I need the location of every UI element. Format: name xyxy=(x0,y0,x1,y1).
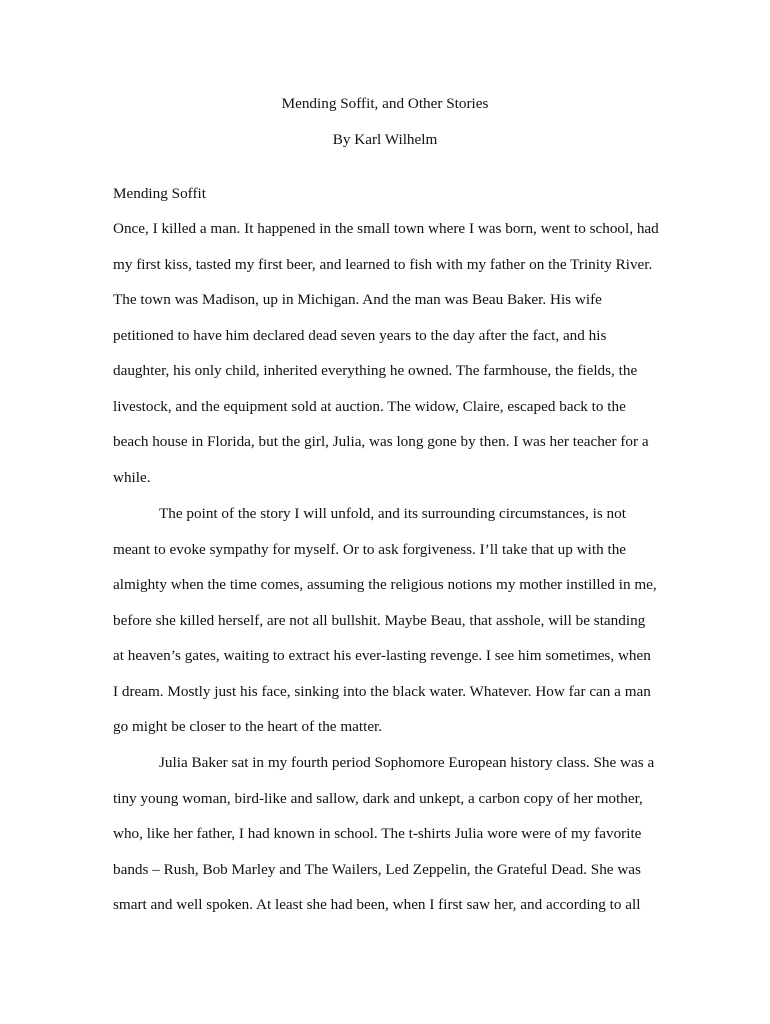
body-line: The point of the story I will unfold, and its surrounding circumstances, is not xyxy=(159,505,626,522)
body-line: almighty when the time comes, assuming the religious notions my mother instilled in me, xyxy=(113,576,657,593)
document-title: Mending Soffit, and Other Stories xyxy=(281,95,489,112)
body-line: Julia Baker sat in my fourth period Sophomore European history class. She was a xyxy=(159,754,655,771)
body-line: bands – Rush, Bob Marley and The Wailers, Led Zeppelin, the Grateful Dead. She was xyxy=(113,861,641,878)
body-line: beach house in Florida, but the girl, Julia, was long gone by then. I was her teacher for a xyxy=(113,433,649,450)
body-line: petitioned to have him declared dead seven years to the day after the fact, and his xyxy=(113,327,607,344)
body-line: go might be closer to the heart of the matter. xyxy=(113,718,383,735)
body-line: meant to evoke sympathy for myself. Or to ask forgiveness. I’ll take that up with the xyxy=(113,541,627,558)
section-heading: Mending Soffit xyxy=(113,185,206,202)
body-line: my first kiss, tasted my first beer, and learned to fish with my father on the Trinity River. xyxy=(113,256,653,273)
body-line: Once, I killed a man. It happened in the small town where I was born, went to school, had xyxy=(113,220,659,237)
document-byline: By Karl Wilhelm xyxy=(332,131,438,148)
body-line: The town was Madison, up in Michigan. And the man was Beau Baker. His wife xyxy=(113,291,602,308)
body-line: I dream. Mostly just his face, sinking into the black water. Whatever. How far can a man xyxy=(113,683,651,700)
body-line: before she killed herself, are not all bullshit. Maybe Beau, that asshole, will be standing xyxy=(113,612,646,629)
body-line: tiny young woman, bird-like and sallow, dark and unkept, a carbon copy of her mother, xyxy=(113,790,643,807)
body-line: smart and well spoken. At least she had been, when I first saw her, and according to all xyxy=(113,896,641,913)
body-line: livestock, and the equipment sold at auction. The widow, Claire, escaped back to the xyxy=(113,398,626,415)
body-line: at heaven’s gates, waiting to extract his ever-lasting revenge. I see him sometimes, when xyxy=(113,647,651,664)
body-line: daughter, his only child, inherited everything he owned. The farmhouse, the fields, the xyxy=(113,362,638,379)
body-line: who, like her father, I had known in school. The t-shirts Julia wore were of my favorite xyxy=(113,825,642,842)
body-line: while. xyxy=(113,469,151,486)
